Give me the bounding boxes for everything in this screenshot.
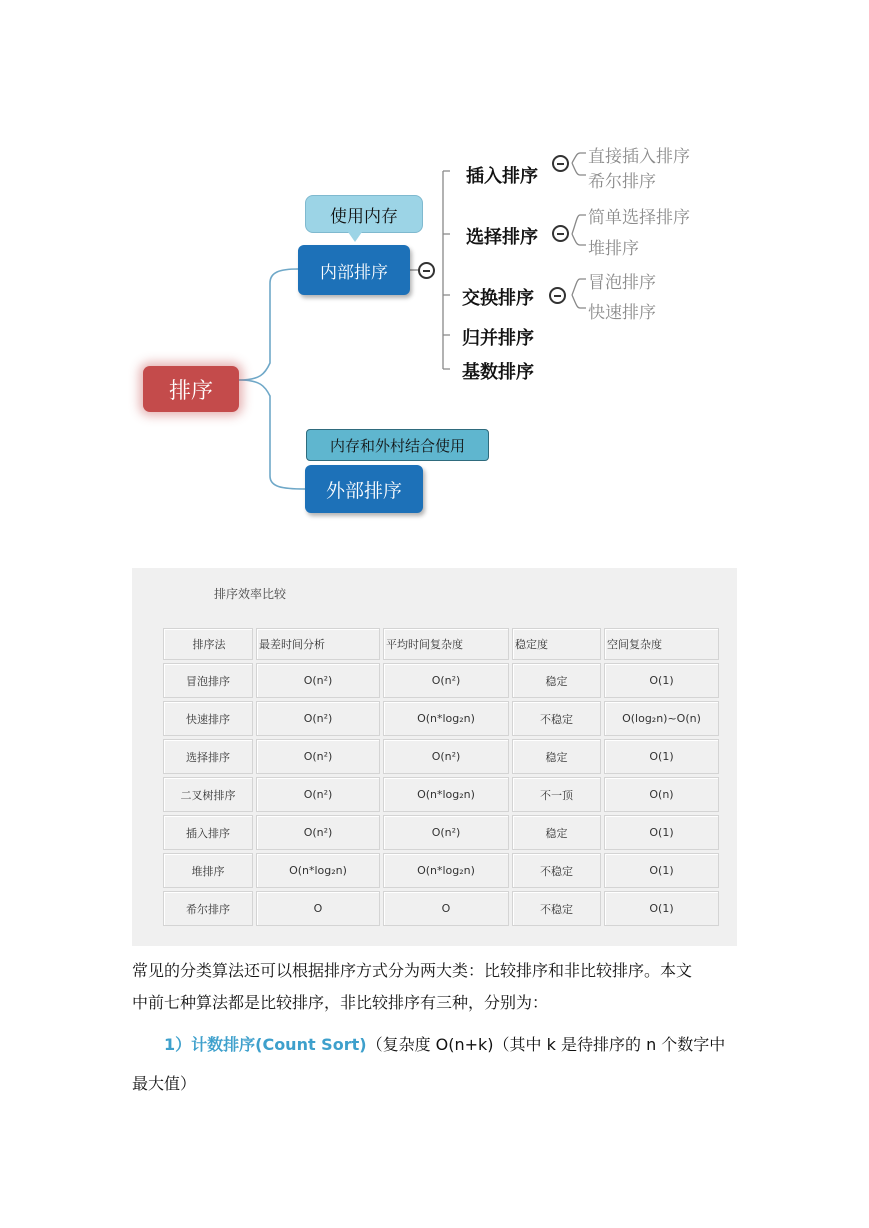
table-cell: O(n*log₂n) — [383, 777, 509, 812]
category-selection-sort[interactable]: 选择排序 — [466, 227, 538, 248]
paragraph-line-2: 中前七种算法都是比较排序，非比较排序有三种，分别为： — [132, 993, 549, 1012]
callout-pointer — [348, 232, 362, 242]
table-cell: O(log₂n)~O(n) — [604, 701, 719, 736]
leaf-direct-insertion[interactable]: 直接插入排序 — [588, 147, 690, 167]
table-cell: O(1) — [604, 853, 719, 888]
link-root-external — [239, 380, 305, 489]
header-cell: 最差时间分析 — [256, 628, 380, 660]
table-cell: O(n²) — [256, 815, 380, 850]
count-sort-complexity: （复杂度 O(n+k)（其中 k 是待排序的 n 个数字中 — [366, 1035, 726, 1054]
external-sort-node[interactable]: 外部排序 — [305, 465, 423, 513]
table-cell: O(1) — [604, 739, 719, 774]
table-cell: O(n²) — [256, 663, 380, 698]
category-merge-sort[interactable]: 归并排序 — [462, 328, 534, 349]
table-header-row — [163, 628, 719, 660]
table-cell: 不稳定 — [512, 853, 601, 888]
root-node[interactable]: 排序 — [143, 366, 239, 412]
paragraph-line-1: 常见的分类算法还可以根据排序方式分为两大类：比较排序和非比较排序。本文 — [132, 961, 693, 980]
table-cell: 稳定 — [512, 815, 601, 850]
header-cell: 空间复杂度 — [604, 628, 719, 660]
table-cell: O(n²) — [383, 663, 509, 698]
mind-map-links — [140, 138, 740, 538]
table-caption: 排序效率比较 — [214, 587, 287, 601]
category-insertion-sort[interactable]: 插入排序 — [466, 166, 538, 187]
table-cell: 希尔排序 — [163, 891, 253, 926]
external-note-callout: 内存和外村结合使用 — [306, 429, 489, 461]
table-cell: O(n*log₂n) — [383, 853, 509, 888]
table-cell: 冒泡排序 — [163, 663, 253, 698]
category-exchange-sort[interactable]: 交换排序 — [462, 288, 534, 309]
table-cell: O(n*log₂n) — [383, 701, 509, 736]
table-cell: 稳定 — [512, 739, 601, 774]
table-cell: 选择排序 — [163, 739, 253, 774]
table-cell: O — [256, 891, 380, 926]
table-cell: 不一顶 — [512, 777, 601, 812]
leaf-quick-sort[interactable]: 快速排序 — [588, 303, 656, 323]
table-cell: O(n²) — [383, 739, 509, 774]
table-row — [163, 777, 719, 812]
leaf-simple-selection[interactable]: 简单选择排序 — [588, 208, 690, 228]
table-cell: O(n) — [604, 777, 719, 812]
sorting-mind-map — [140, 138, 740, 538]
table-cell: 二叉树排序 — [163, 777, 253, 812]
table-cell: O(n²) — [256, 739, 380, 774]
link-root-internal — [239, 269, 298, 380]
table-row — [163, 663, 719, 698]
table-cell: 不稳定 — [512, 891, 601, 926]
table-cell: O — [383, 891, 509, 926]
collapse-insertion-icon[interactable] — [552, 155, 569, 172]
category-trunk — [443, 171, 450, 369]
table-cell: 堆排序 — [163, 853, 253, 888]
efficiency-table — [160, 625, 722, 929]
table-row — [163, 815, 719, 850]
table-cell: O(n*log₂n) — [256, 853, 380, 888]
table-cell: 稳定 — [512, 663, 601, 698]
table-cell: O(1) — [604, 815, 719, 850]
collapse-selection-icon[interactable] — [552, 225, 569, 242]
leaf-shell-sort[interactable]: 希尔排序 — [588, 172, 656, 192]
leaf-heap-sort[interactable]: 堆排序 — [588, 239, 639, 259]
header-cell: 排序法 — [163, 628, 253, 660]
table-cell: 快速排序 — [163, 701, 253, 736]
table-cell: O(n²) — [383, 815, 509, 850]
table-row — [163, 701, 719, 736]
collapse-internal-icon[interactable] — [418, 262, 435, 279]
count-sort-heading: 1）计数排序(Count Sort) — [164, 1035, 367, 1054]
table-cell: 插入排序 — [163, 815, 253, 850]
efficiency-table-panel — [132, 568, 737, 946]
header-cell: 稳定度 — [512, 628, 601, 660]
leaf-brackets — [572, 153, 586, 308]
category-radix-sort[interactable]: 基数排序 — [462, 362, 534, 383]
collapse-exchange-icon[interactable] — [549, 287, 566, 304]
paragraph-line-4: 最大值） — [132, 1074, 197, 1093]
table-row — [163, 853, 719, 888]
table-cell: O(n²) — [256, 777, 380, 812]
internal-note-callout: 使用内存 — [305, 195, 423, 233]
leaf-bubble-sort[interactable]: 冒泡排序 — [588, 273, 656, 293]
internal-sort-node[interactable]: 内部排序 — [298, 245, 410, 295]
table-cell: O(1) — [604, 891, 719, 926]
table-cell: 不稳定 — [512, 701, 601, 736]
table-row — [163, 891, 719, 926]
table-cell: O(n²) — [256, 701, 380, 736]
table-cell: O(1) — [604, 663, 719, 698]
header-cell: 平均时间复杂度 — [383, 628, 509, 660]
list-item-count-sort — [164, 1032, 725, 1055]
table-row — [163, 739, 719, 774]
